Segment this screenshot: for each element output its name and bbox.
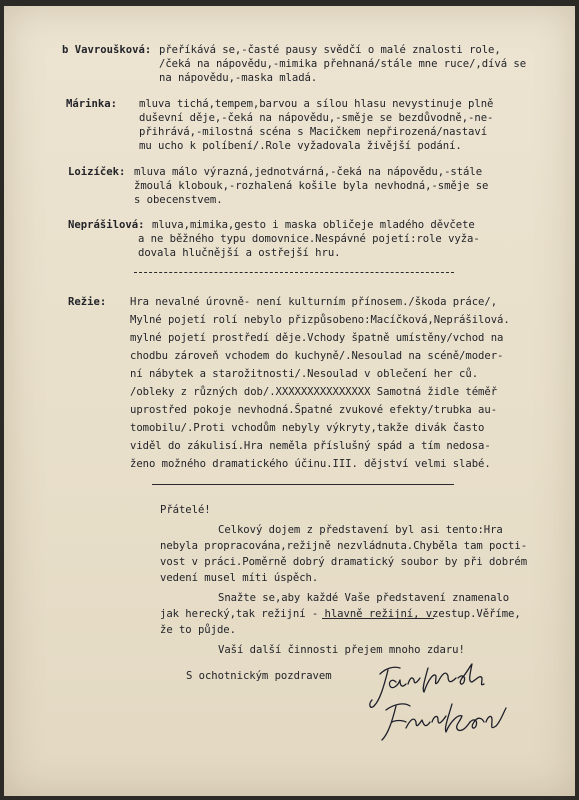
text-line: mu ucho k políbení/.Role vyžadovala živější podání. xyxy=(139,140,462,152)
text-line: přihrává,-milostná scéna s Macičkem nepřirozená/nastaví xyxy=(139,126,488,138)
text-line: /obleky z různých dob/.XXXXXXXXXXXXXXX Samotná židle téměř xyxy=(130,386,498,398)
character-label-vavrouskova: b Vavroušková: xyxy=(62,44,152,56)
text-line: mluva málo výrazná,jednotvárná,-čeká na nápovědu,-stále xyxy=(134,166,483,178)
text-line: Hra nevalné úrovně- není kulturním přínosem./škoda práce/, xyxy=(130,296,498,308)
text-line: Celkový dojem z představení byl asi tento:Hra xyxy=(218,524,503,536)
greeting: Přátelé! xyxy=(160,504,211,516)
text-line: mylné pojetí prostředí děje.Vchody špatně umístěny/vchod na xyxy=(130,332,504,344)
text-line: viděl do zákulisí.Hra neměla příslušný spád a tím nedosa- xyxy=(130,440,491,452)
text-line: duševní děje,-čeká na nápovědu,-směje se bezdůvodně,-ne- xyxy=(139,112,494,124)
typewritten-page xyxy=(4,6,575,796)
text-line: vedení musel míti úspěch. xyxy=(160,572,319,584)
text-line: tomobilu/.Proti vchodům nebyly výkryty,takže divák často xyxy=(130,422,485,434)
section-label-rezie: Režie: xyxy=(68,296,107,308)
text-line: dovala hlučnější a ostřejší hru. xyxy=(138,247,341,259)
underline xyxy=(322,618,434,619)
text-line: na nápovědu,-maska mladá. xyxy=(159,72,318,84)
section-divider xyxy=(152,484,454,485)
text-line: že to půjde. xyxy=(160,624,236,636)
text-line: jak herecký,tak režijní - hlavně režijní, vzestup.Věříme, xyxy=(160,608,521,620)
text-line: a ne běžného typu domovnice.Nespávné pojetí:role vyža- xyxy=(138,233,480,245)
text-line: Mylné pojetí rolí nebylo přizpůsobeno:Macíčková,Neprášilová. xyxy=(130,314,510,326)
text-line: nebyla propracována,režijně nezvládnuta.Chyběla tam pocti- xyxy=(160,540,528,552)
text-line: mluva tichá,tempem,barvou a sílou hlasu nevystinuje plně xyxy=(139,98,494,110)
text-line: s obecenstvem. xyxy=(134,194,223,206)
section-divider xyxy=(134,272,454,273)
text-line: mluva,mimika,gesto i maska obličeje mladého děvčete xyxy=(152,219,475,231)
text-line: Snažte se,aby každé Vaše představení znamenalo xyxy=(218,592,510,604)
text-line: ní nábytek a starožitnosti/.Nesoulad v oblečení her ců. xyxy=(130,368,479,380)
text-line: ženo možného dramatického účinu.III. dějství velmi slabé. xyxy=(130,458,491,470)
text-line: Vaší další činnosti přejem mnoho zdaru! xyxy=(218,644,465,656)
text-line: /čeká na nápovědu,-mimika přehnaná/stále mne ruce/,dívá se xyxy=(159,58,527,70)
character-label-neprasilova: Neprášilová: xyxy=(68,219,145,231)
text-line: chodbu zároveň vchodem do kuchyně/.Nesoulad na scéně/moder- xyxy=(130,350,504,362)
closing: S ochotnickým pozdravem xyxy=(186,670,332,682)
character-label-marinka: Márinka: xyxy=(66,98,118,110)
handwritten-signatures xyxy=(366,656,516,746)
text-line: žmoulá klobouk,-rozhalená košile byla nevhodná,-směje se xyxy=(134,180,489,192)
text-line: přeříkává se,-časté pausy svědčí o malé znalosti role, xyxy=(159,44,501,56)
text-line: uprostřed pokoje nevhodná.Špatné zvukové efekty/trubka au- xyxy=(130,404,498,416)
text-line: vost v práci.Poměrně dobrý dramatický soubor by při dobrém xyxy=(160,556,528,568)
character-label-loizicek: Loizíček: xyxy=(68,166,126,178)
